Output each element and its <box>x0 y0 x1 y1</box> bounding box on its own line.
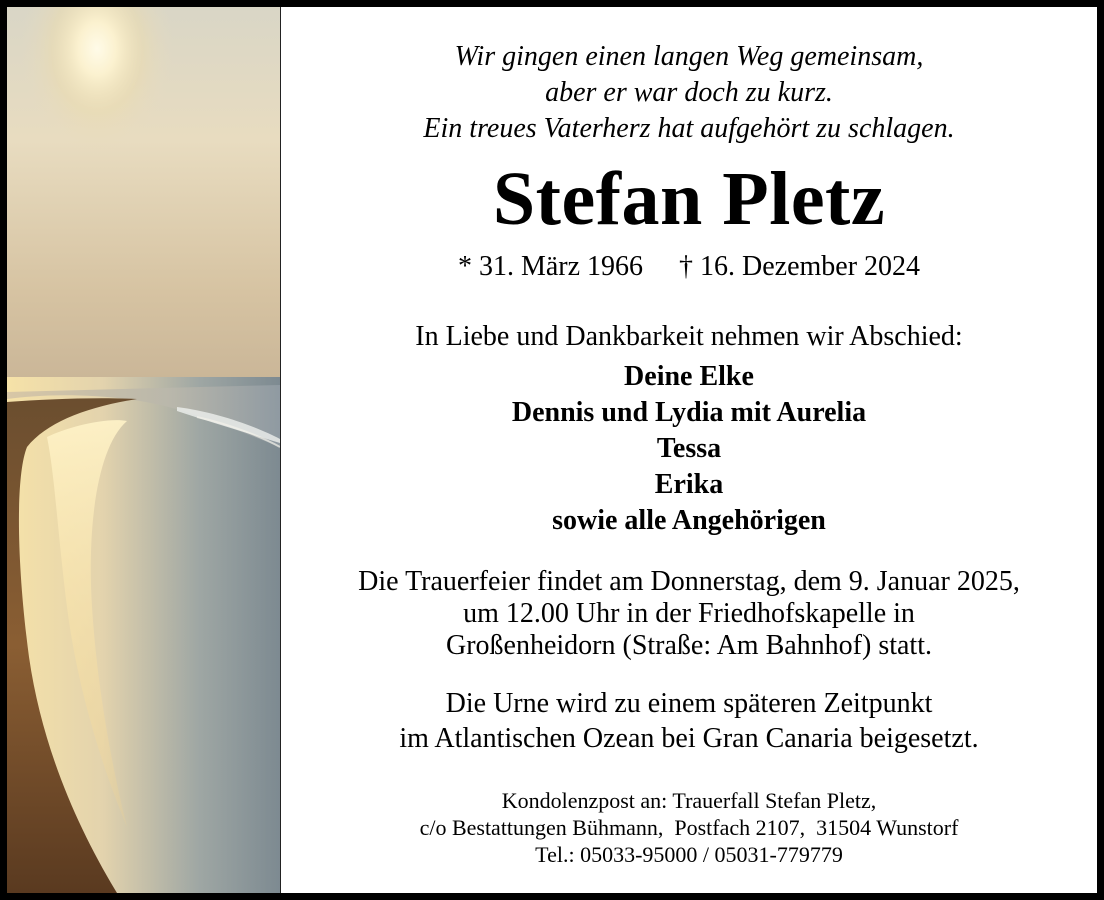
condolence-address: c/o Bestattungen Bühmann, Postfach 2107, 31504 Wunstorf <box>419 815 959 840</box>
motto-line: Wir gingen einen langen Weg gemeinsam, <box>454 41 924 72</box>
motto-line: aber er war doch zu kurz. <box>545 77 833 108</box>
motto-line: Ein treues Vaterherz hat aufgehört zu schlagen. <box>423 113 955 144</box>
urn-info: im Atlantischen Ozean bei Gran Canaria beigesetzt. <box>399 723 979 754</box>
service-info: Die Trauerfeier findet am Donnerstag, dem 9. Januar 2025, <box>358 566 1020 597</box>
mourner-name: Deine Elke <box>624 361 754 392</box>
mourner-name: Tessa <box>656 433 722 464</box>
notice-text <box>281 7 1097 893</box>
condolence-phone: Tel.: 05033-95000 / 05031-779779 <box>535 842 843 867</box>
condolence-address: Kondolenzpost an: Trauerfall Stefan Pletz, <box>501 788 877 813</box>
life-dates <box>281 250 1097 284</box>
death-date: † 16. Dezember 2024 <box>679 251 921 282</box>
mourner-name: Dennis und Lydia mit Aurelia <box>511 397 867 428</box>
mourner-name: sowie alle Angehörigen <box>552 505 826 536</box>
deceased-name: Stefan Pletz <box>492 157 886 241</box>
mourner-name: Erika <box>654 469 724 500</box>
urn-info: Die Urne wird zu einem späteren Zeitpunkt <box>445 688 933 719</box>
service-info: Großenheidorn (Straße: Am Bahnhof) statt. <box>445 630 932 661</box>
sunset-beach-photo <box>7 7 281 893</box>
birth-date: * 31. März 1966 <box>457 251 644 282</box>
service-info: um 12.00 Uhr in der Friedhofskapelle in <box>463 598 915 629</box>
farewell-intro: In Liebe und Dankbarkeit nehmen wir Abschied: <box>415 321 963 352</box>
